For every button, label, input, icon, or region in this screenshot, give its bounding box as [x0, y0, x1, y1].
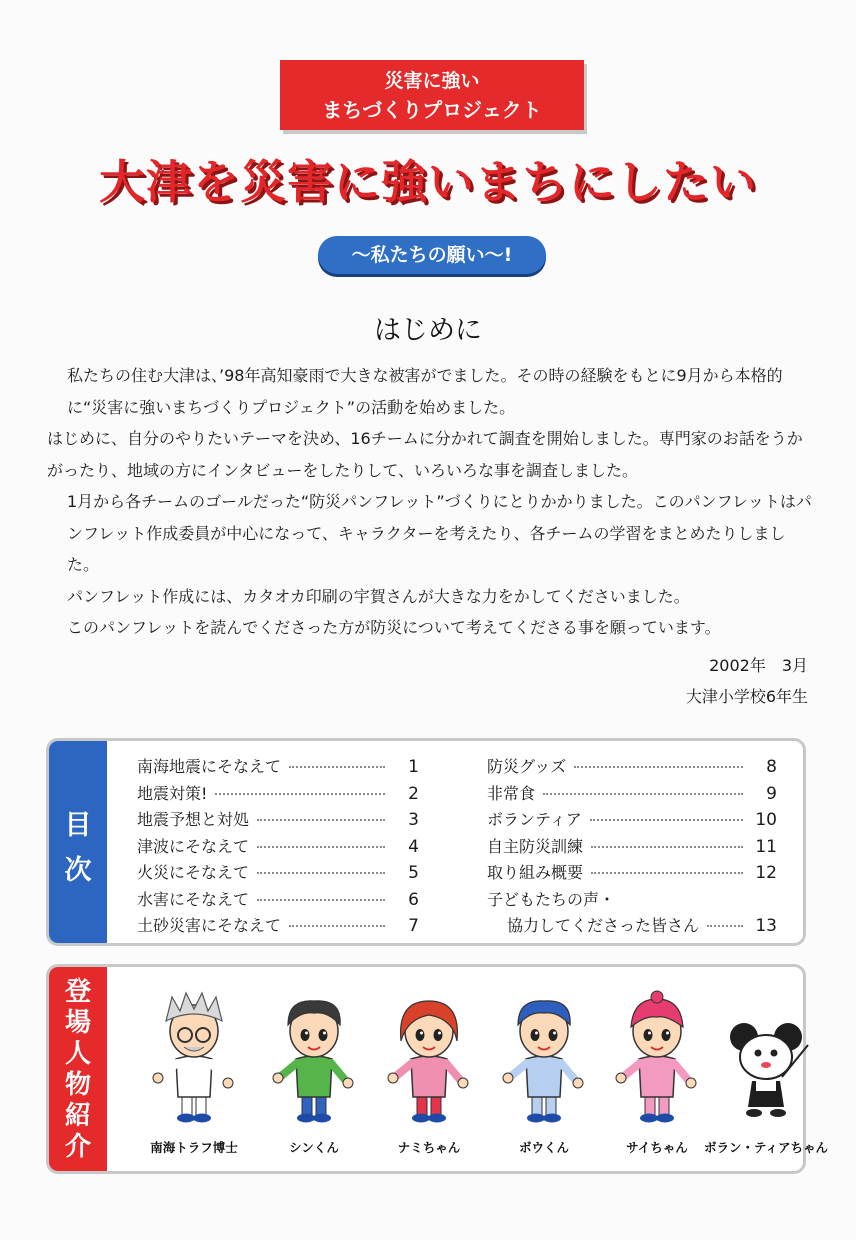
- toc-item-title: 取り組み概要: [487, 863, 584, 882]
- character-name: ナミちゃん: [397, 1140, 461, 1155]
- author-text: 大津小学校6年生: [685, 687, 808, 706]
- character-name: ボウくん: [518, 1140, 569, 1155]
- leader-dots: [289, 766, 385, 768]
- intro-paragraph: パンフレット作成には、カタオカ印刷の宇賀さんが大きな力をかしてくださいました。: [67, 586, 690, 606]
- toc-item-page: 10: [755, 810, 777, 830]
- subtitle-pill: 〜私たちの願い〜!: [318, 236, 546, 274]
- toc-label: [49, 741, 107, 943]
- character-card: [489, 985, 599, 1155]
- leader-dots: [574, 766, 743, 768]
- date-text: 2002年 3月: [709, 656, 808, 675]
- girl-cap-icon: [607, 985, 707, 1135]
- project-badge: [280, 60, 584, 130]
- toc-item[interactable]: [137, 834, 419, 861]
- character-card: [374, 985, 484, 1155]
- toc-item-page: 13: [755, 916, 777, 936]
- toc-item-page: 11: [755, 836, 777, 857]
- cast-label-char: 場: [64, 1008, 91, 1038]
- project-badge-line1: 災害に強い: [384, 70, 480, 92]
- leader-dots: [543, 793, 743, 795]
- toc-item-title: 南海地震にそなえて: [137, 757, 282, 776]
- intro-paragraph: 私たちの住む大津は、’98年高知豪雨で大きな被害がでました。その時の経験をもとに9月から本格的に“災害に強いまちづくりプロジェクト”の活動を始めました。: [67, 366, 783, 417]
- signature: [686, 650, 808, 712]
- cast-label-char: 物: [64, 1070, 91, 1100]
- toc-column-right: [487, 754, 777, 940]
- toc-item-title: 火災にそなえて: [137, 863, 250, 882]
- character-name: シンくん: [289, 1140, 339, 1155]
- character-card: [259, 985, 369, 1155]
- character-card: [703, 985, 828, 1155]
- toc-item-page: 9: [766, 783, 777, 804]
- toc-item-title: 地震対策!: [137, 783, 208, 803]
- intro-paragraph: はじめに、自分のやりたいテーマを決め、16チームに分かれて調査を開始しました。専門家のお話をうかがったり、地域の方にインタビューをしたりして、いろいろな事を調査しました。: [47, 429, 803, 480]
- toc-item[interactable]: [487, 781, 777, 808]
- leader-dots: [590, 819, 743, 821]
- character-name: 南海トラフ博士: [150, 1140, 238, 1155]
- leader-dots: [257, 872, 385, 874]
- cast-label: [49, 967, 107, 1171]
- toc-item-title: 土砂災害にそなえて: [137, 916, 282, 935]
- intro-text: [47, 360, 817, 644]
- toc-item-page: 7: [408, 916, 419, 936]
- toc-item[interactable]: [137, 754, 419, 781]
- toc-item[interactable]: [487, 754, 777, 781]
- character-name: ボラン・ティアちゃん: [703, 1140, 828, 1155]
- toc-item[interactable]: [487, 807, 777, 834]
- toc-item[interactable]: [137, 913, 419, 940]
- toc-item[interactable]: [137, 807, 419, 834]
- character-name: サイちゃん: [626, 1140, 688, 1155]
- leader-dots: [257, 846, 385, 848]
- toc-item-title: 防災グッズ: [487, 757, 567, 776]
- character-card: [139, 985, 249, 1155]
- toc-item-page: 12: [755, 863, 777, 883]
- leader-dots: [591, 846, 743, 848]
- toc-item-title: 子どもたちの声・: [487, 889, 616, 909]
- toc-item-title: 協力してくださった皆さん: [507, 916, 700, 935]
- toc-label-char: 次: [64, 855, 92, 886]
- toc-item-title: 地震予想と対処: [137, 810, 250, 829]
- toc-column-left: [137, 754, 419, 940]
- toc-item-page: 8: [766, 757, 777, 777]
- cast-label-char: 紹: [64, 1101, 91, 1131]
- toc-item-title: 非常食: [487, 783, 536, 803]
- cast-label-char: 介: [64, 1132, 91, 1162]
- girl-icon: [379, 985, 479, 1135]
- cast-label-char: 人: [64, 1039, 91, 1069]
- leader-dots: [257, 819, 385, 821]
- leader-dots: [707, 925, 743, 927]
- professor-icon: [144, 985, 244, 1135]
- intro-paragraph: このパンフレットを読んでくださった方が防災について考えてくださる事を願っています。: [67, 618, 721, 637]
- boy-icon: [264, 985, 364, 1135]
- intro-heading: はじめに: [374, 315, 482, 346]
- leader-dots: [257, 899, 385, 901]
- toc-item-page: 6: [408, 889, 419, 910]
- leader-dots: [591, 872, 743, 874]
- intro-paragraph: 1月から各チームのゴールだった“防災パンフレット”づくりにとりかかりました。このパンフレットはパンフレット作成委員が中心になって、キャラクターを考えたり、各チームの学習をまとめたりしました。: [67, 492, 812, 574]
- toc-item-page: 1: [408, 757, 419, 777]
- toc-item-title: 水害にそなえて: [137, 889, 250, 909]
- boy-uniform-icon: [494, 985, 594, 1135]
- toc-item-page: 5: [408, 863, 419, 883]
- toc-item-title: 津波にそなえて: [137, 836, 250, 856]
- toc-item-title: 自主防災訓練: [487, 836, 584, 856]
- toc-item[interactable]: [487, 834, 777, 861]
- leader-dots: [215, 793, 385, 795]
- toc-item[interactable]: [487, 887, 777, 914]
- character-card: [602, 985, 712, 1155]
- toc-label-char: 目: [64, 810, 92, 841]
- character-introduction: [46, 964, 828, 1174]
- toc-item-page: 2: [408, 783, 419, 804]
- leader-dots: [289, 925, 385, 927]
- mouse-icon: [716, 985, 816, 1135]
- page-title: 大津を災害に強いまちにしたい: [99, 155, 757, 209]
- toc-item[interactable]: [487, 913, 777, 940]
- table-of-contents: [46, 738, 806, 946]
- toc-item[interactable]: [487, 860, 777, 887]
- toc-item-page: 4: [408, 836, 419, 857]
- toc-item[interactable]: [137, 860, 419, 887]
- project-badge-line2: まちづくりプロジェクト: [322, 98, 542, 122]
- toc-item-page: 3: [408, 810, 419, 830]
- toc-item-title: ボランティア: [487, 810, 582, 829]
- toc-item[interactable]: [137, 887, 419, 914]
- toc-item[interactable]: [137, 781, 419, 808]
- cast-label-char: 登: [64, 977, 91, 1007]
